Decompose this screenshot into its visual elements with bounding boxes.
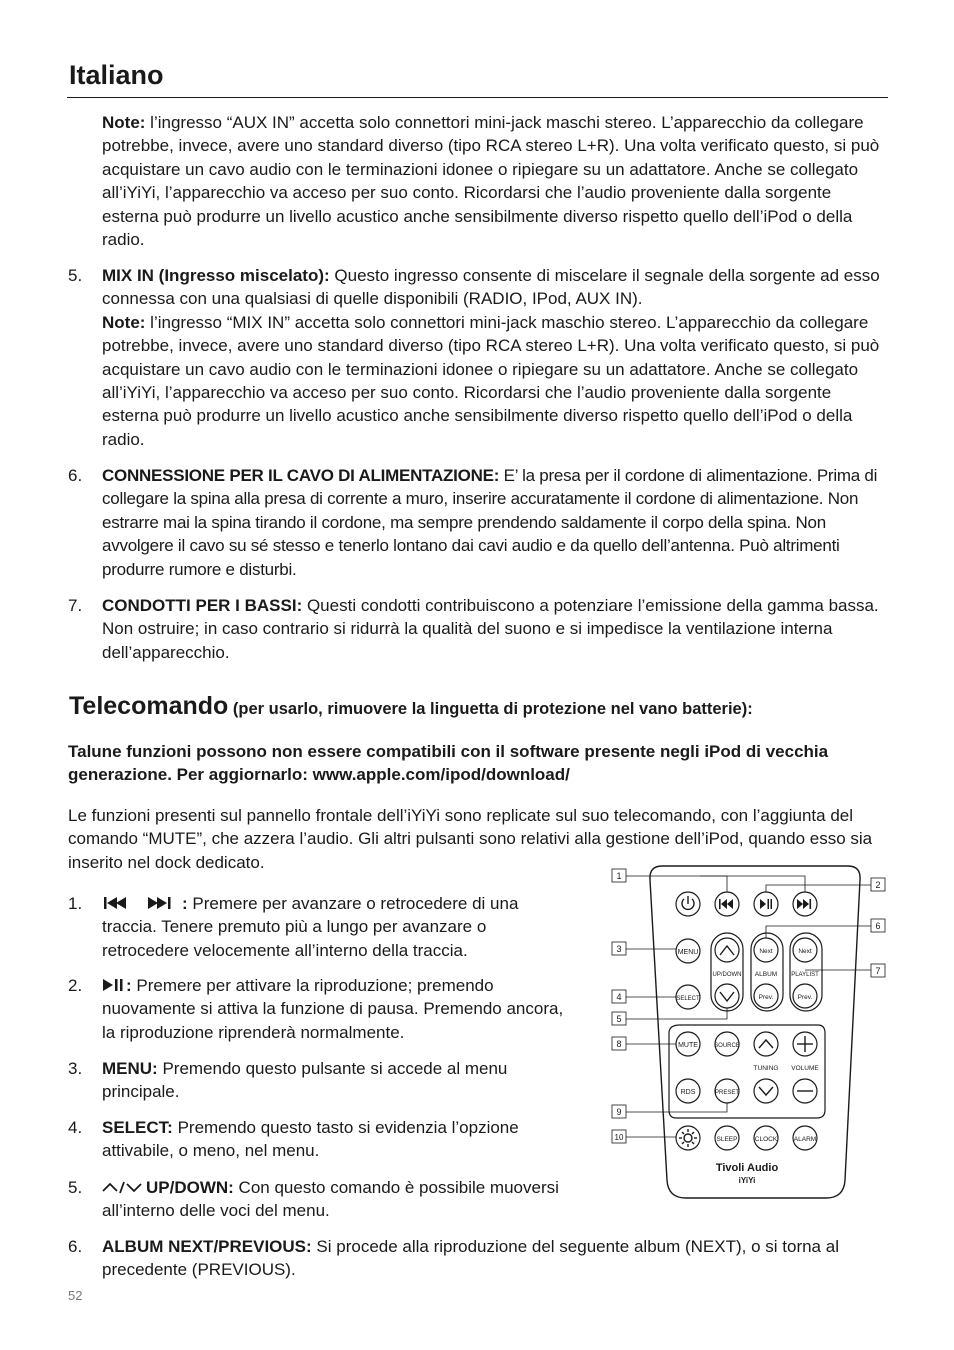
item-number: 5. xyxy=(68,266,83,285)
model-name: iYiYi xyxy=(738,1176,756,1185)
item-title: CONDOTTI PER I BASSI: xyxy=(102,596,303,615)
item-text: Premendo questo pulsante si accede al menu principale. xyxy=(102,1059,508,1102)
album-label: ALBUM xyxy=(754,971,778,978)
up-down-label: UP/DOWN xyxy=(712,972,742,978)
aux-note xyxy=(102,111,892,251)
heading-rule xyxy=(67,97,888,98)
rds-label: RDS xyxy=(680,1089,696,1096)
item-label: SELECT: xyxy=(102,1118,173,1137)
remote-heading-title: Telecomando xyxy=(69,692,229,720)
remote-control-diagram xyxy=(600,860,900,1205)
item-number: 7. xyxy=(68,596,83,615)
source-label: SOURCE xyxy=(714,1043,740,1049)
item-text: E’ la presa per il cordone di alimentazione. Prima di collegare la spina alla presa di corrente a muro, inserire accuratamente il cordone di alimentazione. Non estrarre mai la spina tirando il cordone, ma sempre prendendo saldamente il corpo della spina. Non avvolgere il cavo su sé stesso e tenerlo lontano dai cavi audio e da quello dell’antenna. Può altrimenti produrre rumore e disturbi. xyxy=(102,466,878,579)
power-cable-paragraph xyxy=(102,464,892,581)
clock-label: CLOCK xyxy=(754,1136,778,1143)
remote-item-menu xyxy=(102,1057,572,1104)
item-text: Premere per avanzare o retrocedere di una traccia. Tenere premuto più a lungo per avanzare o retrocedere velocemente all’interno della traccia. xyxy=(102,894,519,960)
alarm-label: ALARM xyxy=(793,1136,817,1143)
callout-10: 10 xyxy=(614,1133,624,1142)
callout-7: 7 xyxy=(875,966,881,976)
mix-in-paragraph xyxy=(102,264,892,451)
mute-label: MUTE xyxy=(678,1042,698,1049)
item-text: Premendo questo tasto si evidenzia l’opzione attivabile, o meno, nel menu. xyxy=(102,1118,519,1161)
remote-heading-subtitle: (per usarlo, rimuovere la linguetta di protezione nel vano batterie): xyxy=(228,700,753,718)
preset-label: PRESET xyxy=(714,1090,740,1096)
callout-4: 4 xyxy=(616,992,622,1002)
playlist-label: PLAYLIST xyxy=(791,972,819,978)
tuning-label: TUNING xyxy=(753,1065,779,1072)
prev-track-icon xyxy=(719,899,721,909)
item-number: 4. xyxy=(68,1118,83,1137)
remote-heading xyxy=(69,692,753,721)
bass-ports-paragraph xyxy=(102,594,892,664)
item-label: MENU: xyxy=(102,1059,158,1078)
remote-item-album xyxy=(102,1235,862,1282)
item-number: 2. xyxy=(68,976,83,995)
skip-icons xyxy=(102,894,182,913)
playlist-next-label: Next xyxy=(798,948,812,955)
playlist-prev-label: Prev. xyxy=(797,994,813,1001)
album-prev-label: Prev. xyxy=(758,994,774,1001)
item-number: 3. xyxy=(68,1059,83,1078)
callout-6: 6 xyxy=(875,921,881,931)
callout-5: 5 xyxy=(616,1014,622,1024)
remote-item-select xyxy=(102,1116,572,1163)
volume-label: VOLUME xyxy=(791,1065,819,1072)
item-text: Questi condotti contribuiscono a potenziare l’emissione della gamma bassa. Non ostruire; in caso contrario si ridurrà la qualità del suono e si impedisce la ventilazione interna dell’apparecchio. xyxy=(102,596,879,662)
note-label: Note: xyxy=(102,113,146,132)
callout-8: 8 xyxy=(616,1039,622,1049)
callout-1: 1 xyxy=(616,871,622,881)
item-number: 5. xyxy=(68,1178,83,1197)
item-label: ALBUM NEXT/PREVIOUS: xyxy=(102,1237,312,1256)
play-pause-icon xyxy=(102,976,126,995)
item-number: 6. xyxy=(68,1237,83,1256)
album-next-label: Next xyxy=(759,948,773,955)
item-text: Questo ingresso consente di miscelare il segnale della sorgente ad esso connessa con una qualsiasi di quelle disponibili (RADIO, IPod, AUX IN). xyxy=(102,266,880,309)
item-label: UP/DOWN: xyxy=(146,1178,234,1197)
item-text: Si procede alla riproduzione del seguente album (NEXT), o si torna al precedente (PREVIOUS). xyxy=(102,1237,839,1280)
compatibility-note: Talune funzioni possono non essere compatibili con il software presente negli iPod di vecchia generazione. Per aggiornarlo: www.apple.com/ipod/download/ xyxy=(68,742,829,785)
menu-label: MENU xyxy=(677,949,699,956)
note-text: l’ingresso “AUX IN” accetta solo connettori mini-jack maschi stereo. L’apparecchio da collegare potrebbe, invece, avere uno standard diverso (tipo RCA stereo L+R). Una volta verificato questo, si può acquistare un cavo audio con le terminazioni idonee o ripiegare su un adattatore. Anche se collegato all’iYiYi, l’apparecchio va acceso per suo conto. Ricordarsi che l’audio proveniente dalla sorgente esterna può produrre un livello acustico anche sensibilmente diverso rispetto quello dell’iPod o della radio. xyxy=(102,113,880,250)
page-number: 52 xyxy=(68,1288,83,1303)
remote-item-up-down xyxy=(102,1176,572,1223)
page-title: Italiano xyxy=(69,60,164,90)
remote-intro: Le funzioni presenti sul pannello frontale dell’iYiYi sono replicate sul suo telecomando, con l’aggiunta del comando “MUTE”, che azzera l’audio. Gli altri pulsanti sono relativi alla gestione dell’iPod, quando esso sia inserito nel dock dedicato. xyxy=(68,806,873,872)
brand-logo: Tivoli Audio xyxy=(715,1162,779,1174)
item-text: Premere per attivare la riproduzione; premendo nuovamente si attiva la funzione di pausa. Premendo ancora, la riproduzione riprenderà normalmente. xyxy=(102,976,564,1042)
item-number: 6. xyxy=(68,466,83,485)
callout-3: 3 xyxy=(616,944,622,954)
sleep-label: SLEEP xyxy=(716,1136,738,1143)
select-label: SELECT xyxy=(676,996,700,1002)
item-text: Con questo comando è possibile muoversi all’interno delle voci del menu. xyxy=(102,1178,559,1221)
remote-item-play-pause: : Premere per attivare la riproduzione; premendo nuovamente si attiva la funzione di pausa. Premendo ancora, la riproduzione riprenderà normalmente. xyxy=(102,976,564,1042)
note-label: Note: xyxy=(102,312,146,332)
callout-9: 9 xyxy=(616,1107,622,1117)
remote-item-skip: : Premere per avanzare o retrocedere di una traccia. Tenere premuto più a lungo per avanzare o retrocedere velocemente all’interno della traccia. xyxy=(102,894,519,960)
item-title: MIX IN (Ingresso miscelato): xyxy=(102,266,330,285)
item-title: CONNESSIONE PER IL CAVO DI ALIMENTAZIONE: xyxy=(102,466,500,485)
note-text: l’ingresso “MIX IN” accetta solo connettori mini-jack maschio stereo. L’apparecchio da collegare potrebbe, invece, avere uno standard diverso (tipo RCA stereo L+R). Una volta verificato questo, si può acquistare un cavo audio con le terminazioni idonee o ripiegare su un adattatore. Anche se collegato all’iYiYi, l’apparecchio va acceso per suo conto. Ricordarsi che l’audio proveniente dalla sorgente esterna può produrre un livello acustico anche sensibilmente diverso rispetto quello dell’iPod o della radio. xyxy=(102,312,880,449)
callout-2: 2 xyxy=(875,880,881,890)
up-down-icon xyxy=(102,1178,146,1197)
item-number: 1. xyxy=(68,894,83,913)
